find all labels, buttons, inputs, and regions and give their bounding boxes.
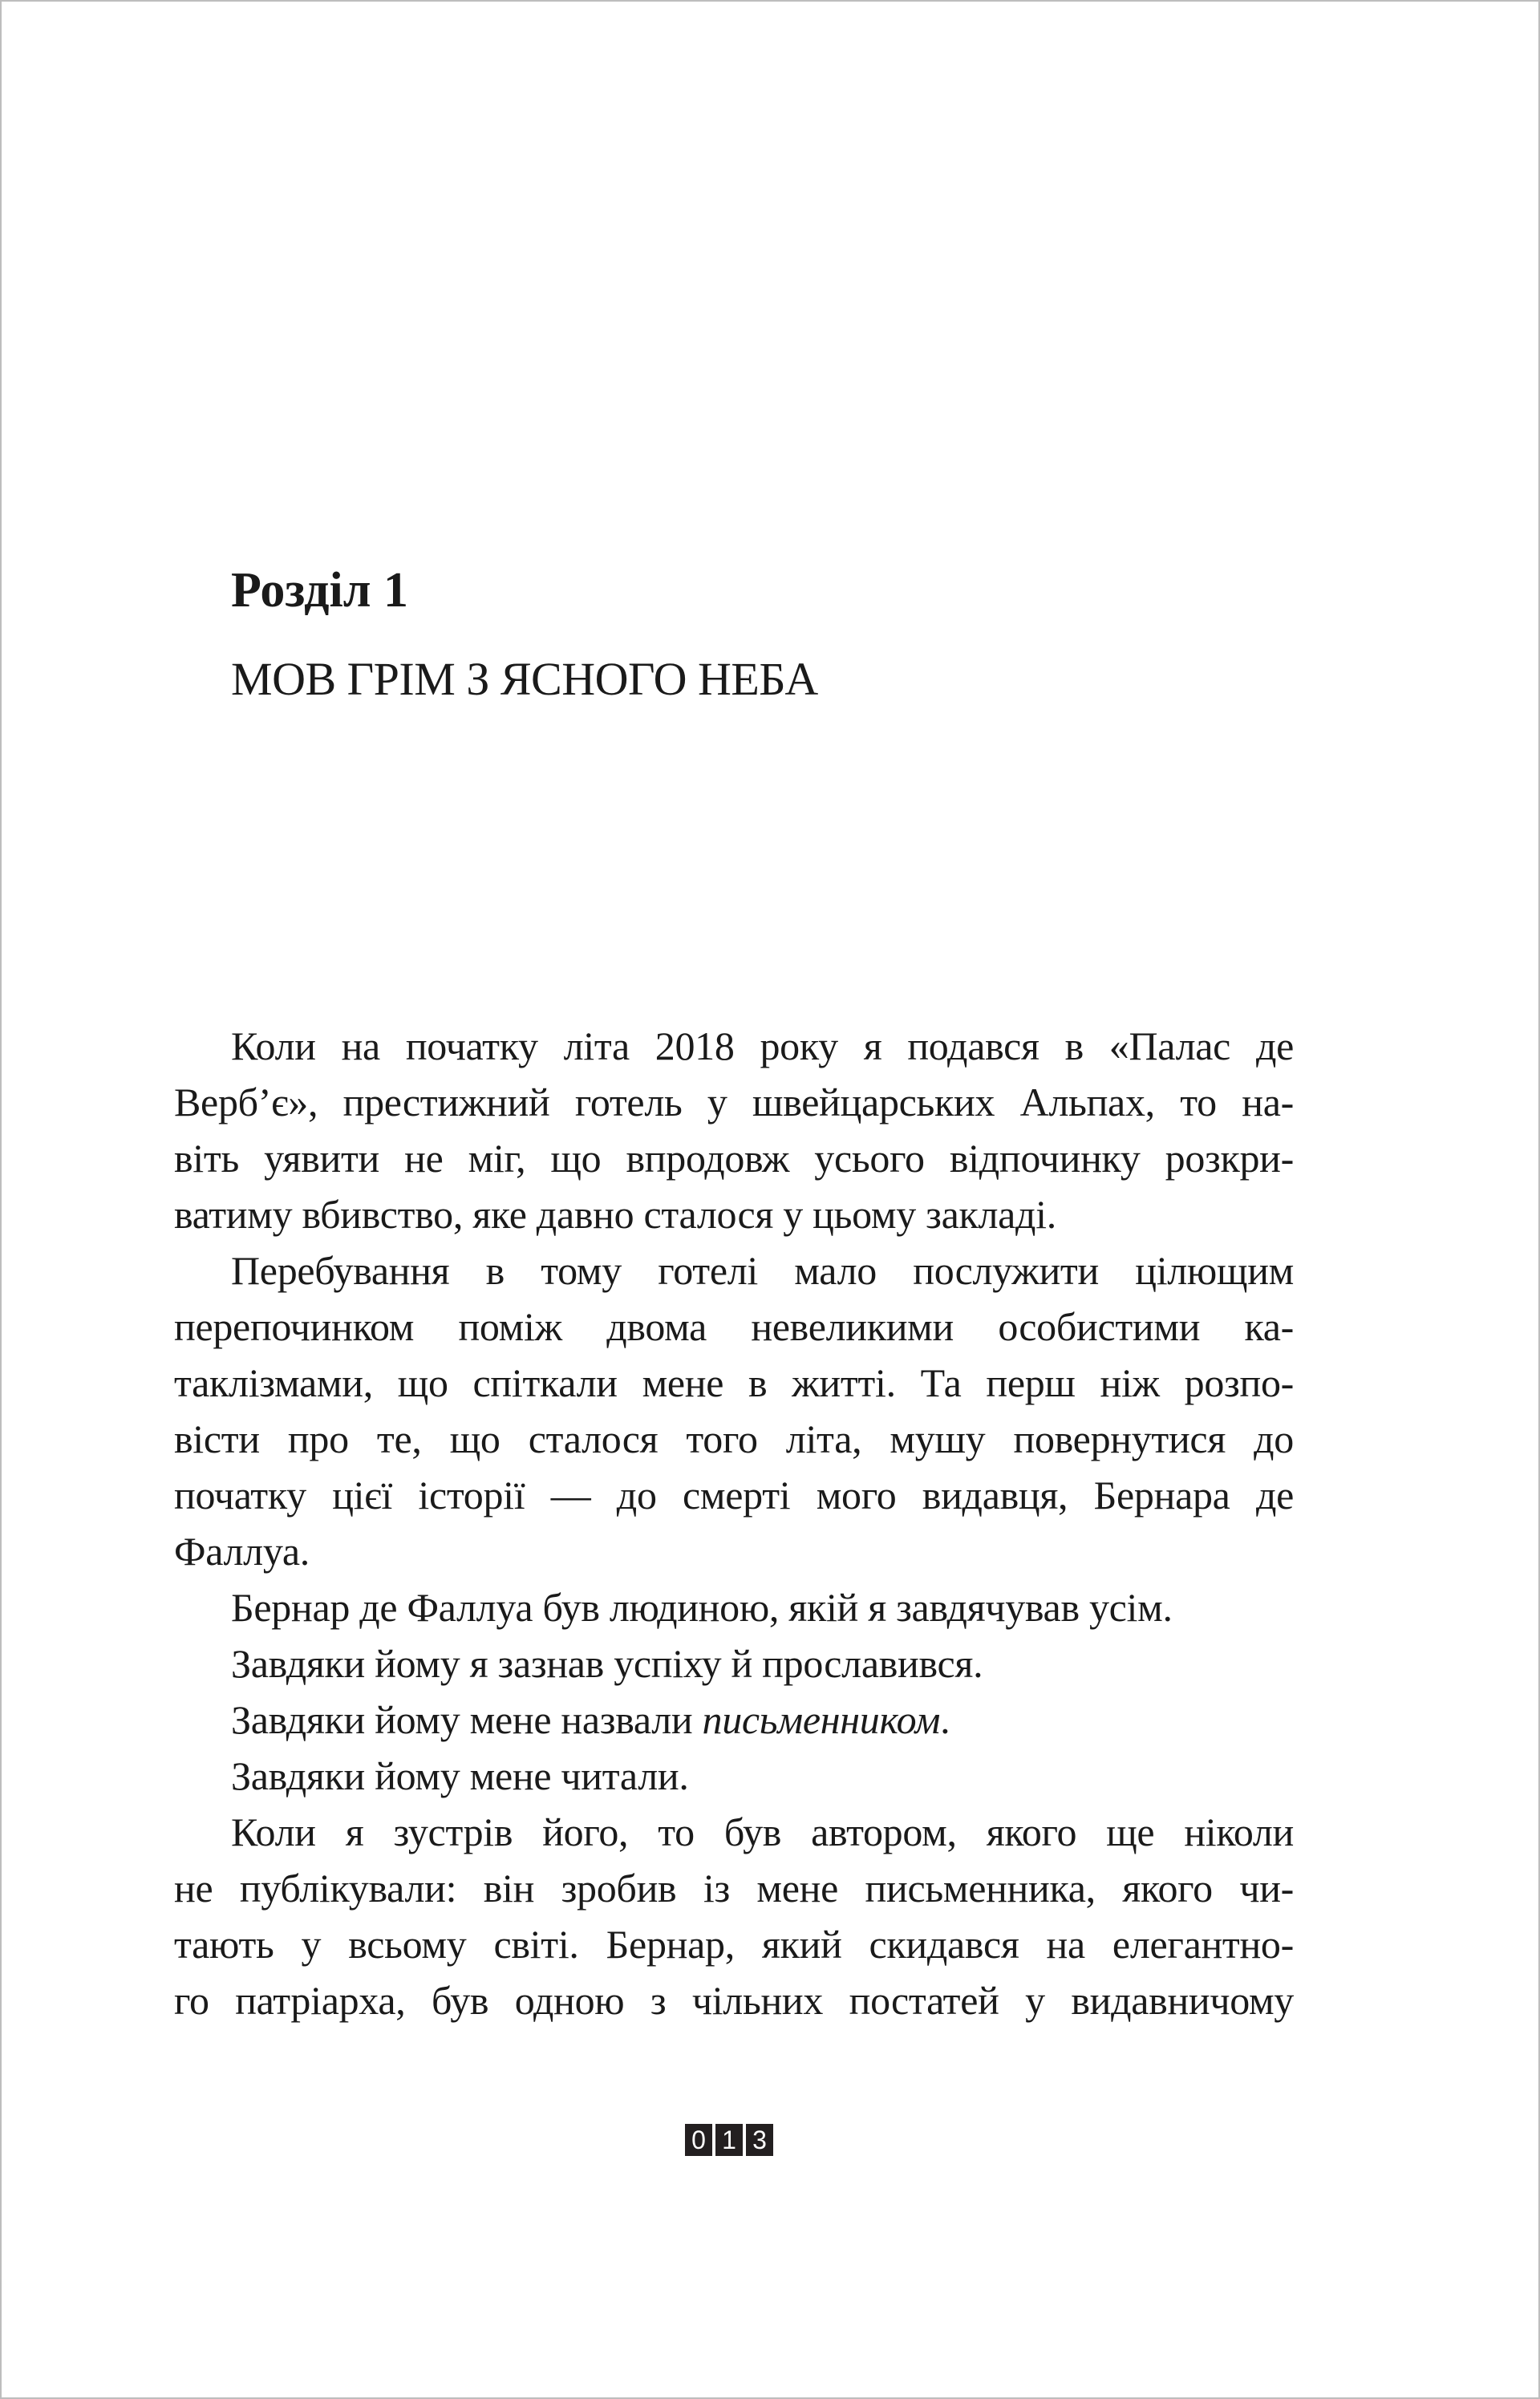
text-line: тають у всьому світі. Бернар, який скидався на елегантно- [174, 1922, 1294, 1967]
paragraph: Завдяки йому я зазнав успіху й прославився. [231, 1641, 983, 1686]
text-line: Коли я зустрів його, то був автором, якого ще ніколи [231, 1809, 1294, 1854]
page-number [685, 2124, 773, 2156]
page-number-digit: 0 [685, 2124, 712, 2156]
paragraph [174, 1242, 1294, 1579]
text-line: не публікували: він зробив із мене письменника, якого чи- [174, 1866, 1294, 1911]
italic-word: письменником [702, 1697, 941, 1742]
text-line: початку цієї історії — до смерті мого видавця, Бернара де [174, 1473, 1294, 1518]
text-line: перепочинком поміж двома невеликими особистими ка- [174, 1304, 1294, 1349]
text-line: го патріарха, був одною з чільних постатей у видавничому [174, 1978, 1294, 2023]
chapter-title: МОВ ГРІМ З ЯСНОГО НЕБА [231, 653, 818, 705]
paragraph: Завдяки йому мене читали. [231, 1753, 689, 1798]
paragraph: Бернар де Фаллуа був людиною, якій я завдячував усім. [231, 1585, 1173, 1630]
paragraph [174, 1804, 1294, 2028]
text-line: вісти про те, що сталося того літа, мушу повернутися до [174, 1416, 1294, 1461]
text-line: Коли на початку літа 2018 року я подався в «Палас де [231, 1023, 1294, 1068]
text-line: віть уявити не міг, що впродовж усього відпочинку розкри- [174, 1136, 1294, 1181]
text-line: Верб’є», престижний готель у швейцарських Альпах, то на- [174, 1080, 1294, 1125]
text-run: Завдяки йому мене назвали [231, 1697, 703, 1742]
page-number-digit: 1 [715, 2124, 743, 2156]
chapter-label: Розділ 1 [231, 563, 408, 618]
body-text [174, 1018, 1294, 2028]
text-line: ватиму вбивство, яке давно сталося у цьому закладі. [174, 1192, 1056, 1237]
paragraph [174, 1018, 1294, 1242]
text-line: Фаллуа. [174, 1529, 310, 1574]
text-line: таклізмами, що спіткали мене в житті. Та перш ніж розпо- [174, 1360, 1294, 1405]
text-run: . [940, 1697, 950, 1742]
page-number-digit: 3 [746, 2124, 773, 2156]
text-line: Перебування в тому готелі мало послужити цілющим [231, 1248, 1294, 1293]
paragraph [174, 1692, 1294, 1748]
